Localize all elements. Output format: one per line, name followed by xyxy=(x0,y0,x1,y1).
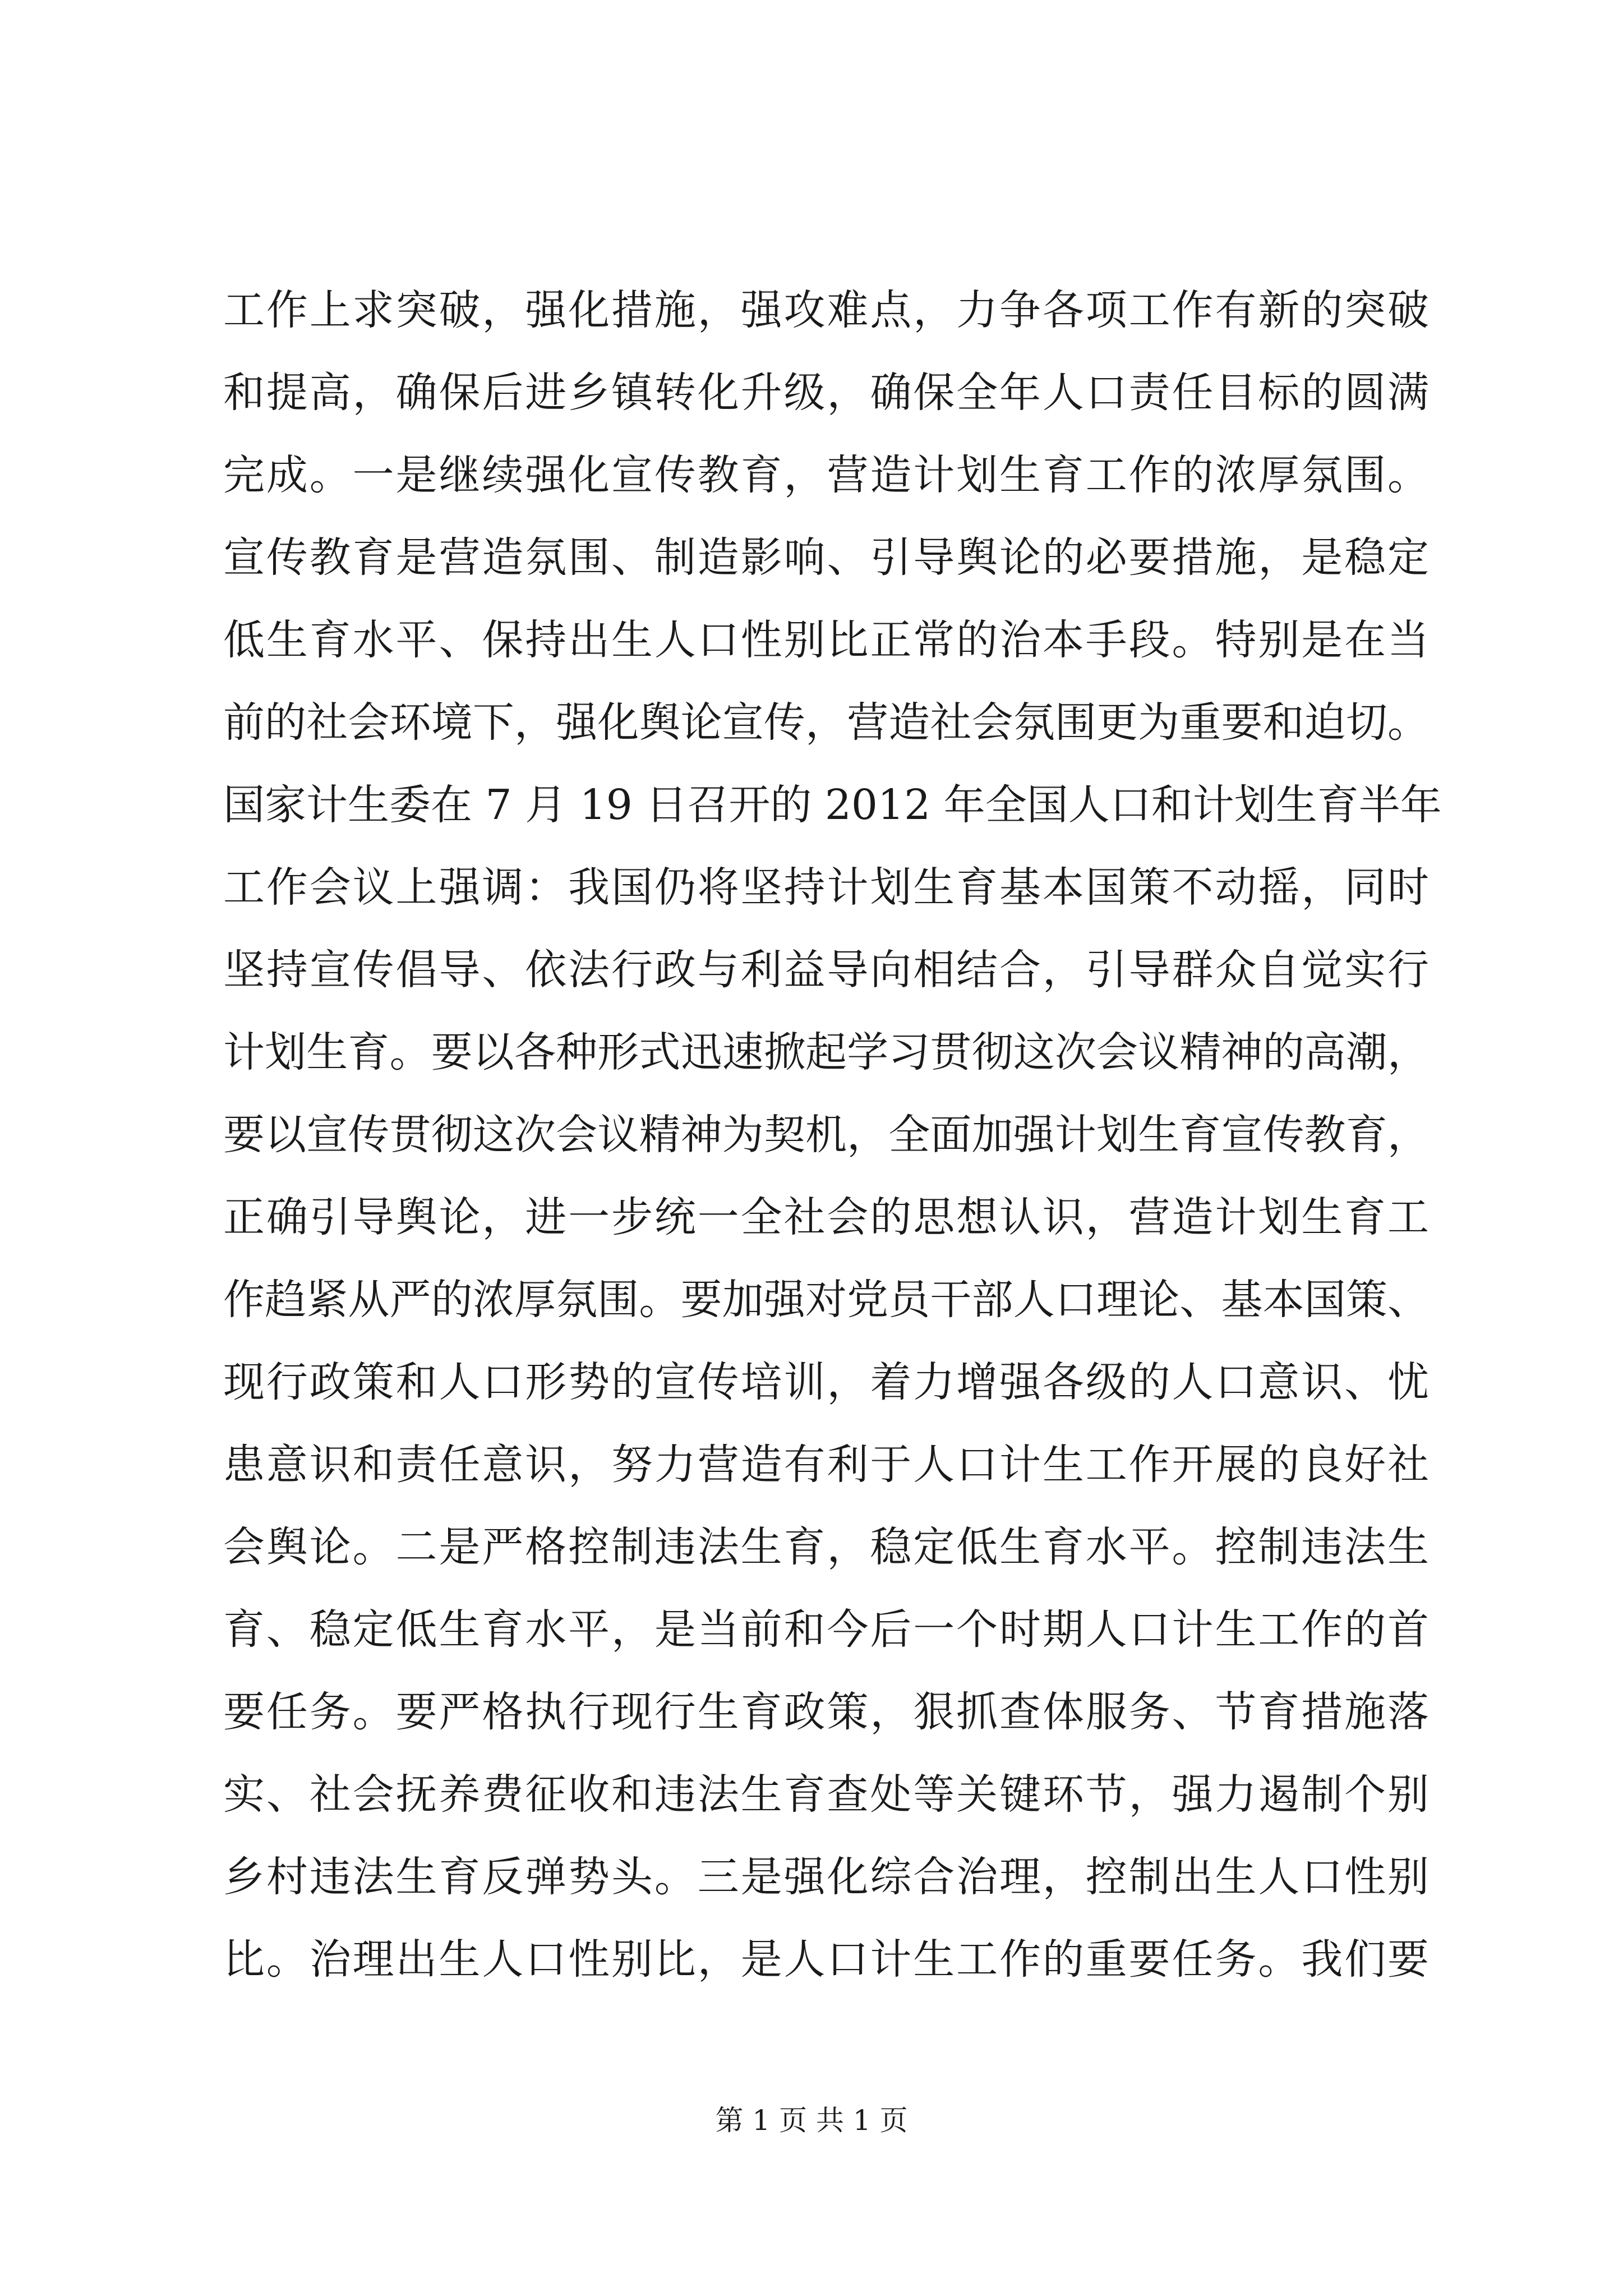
text-line: 患意识和责任意识，努力营造有利于人口计生工作开展的良好社 xyxy=(223,1441,1429,1489)
text-line: 比。治理出生人口性别比，是人口计生工作的重要任务。我们要 xyxy=(223,1935,1429,1984)
text-line: 宣传教育是营造氛围、制造影响、引导舆论的必要措施，是稳定 xyxy=(223,533,1429,582)
text-line: 低生育水平、保持出生人口性别比正常的治本手段。特别是在当 xyxy=(223,616,1429,664)
text-line: 工作上求突破，强化措施，强攻难点，力争各项工作有新的突破 xyxy=(223,286,1429,334)
text-line: 完成。一是继续强化宣传教育，营造计划生育工作的浓厚氛围。 xyxy=(223,451,1429,499)
text-line: 坚持宣传倡导、依法行政与利益导向相结合，引导群众自觉实行 xyxy=(223,946,1429,994)
text-line: 乡村违法生育反弹势头。三是强化综合治理，控制出生人口性别 xyxy=(223,1853,1429,1901)
page-footer: 第 1 页 共 1 页 xyxy=(715,2104,908,2137)
text-line: 前的社会环境下，强化舆论宣传，营造社会氛围更为重要和迫切。 xyxy=(223,698,1429,747)
text-line: 作趋紧从严的浓厚氛围。要加强对党员干部人口理论、基本国策、 xyxy=(223,1276,1429,1324)
body-text xyxy=(223,269,1442,2001)
text-line: 育、稳定低生育水平，是当前和今后一个时期人口计生工作的首 xyxy=(223,1605,1429,1654)
text-line: 计划生育。要以各种形式迅速掀起学习贯彻这次会议精神的高潮， xyxy=(223,1028,1429,1076)
text-line: 国家计生委在 7 月 19 日召开的 2012 年全国人口和计划生育半年 xyxy=(223,781,1442,829)
text-line: 工作会议上强调：我国仍将坚持计划生育基本国策不动摇，同时 xyxy=(223,863,1429,912)
text-line: 会舆论。二是严格控制违法生育，稳定低生育水平。控制违法生 xyxy=(223,1523,1429,1571)
text-line: 和提高，确保后进乡镇转化升级，确保全年人口责任目标的圆满 xyxy=(223,369,1429,417)
text-line: 正确引导舆论，进一步统一全社会的思想认识，营造计划生育工 xyxy=(223,1193,1429,1241)
text-line: 要任务。要严格执行现行生育政策，狠抓查体服务、节育措施落 xyxy=(223,1688,1429,1736)
text-line: 现行政策和人口形势的宣传培训，着力增强各级的人口意识、忧 xyxy=(223,1358,1429,1406)
text-line: 要以宣传贯彻这次会议精神为契机，全面加强计划生育宣传教育， xyxy=(223,1111,1429,1159)
text-line: 实、社会抚养费征收和违法生育查处等关键环节，强力遏制个别 xyxy=(223,1770,1429,1819)
